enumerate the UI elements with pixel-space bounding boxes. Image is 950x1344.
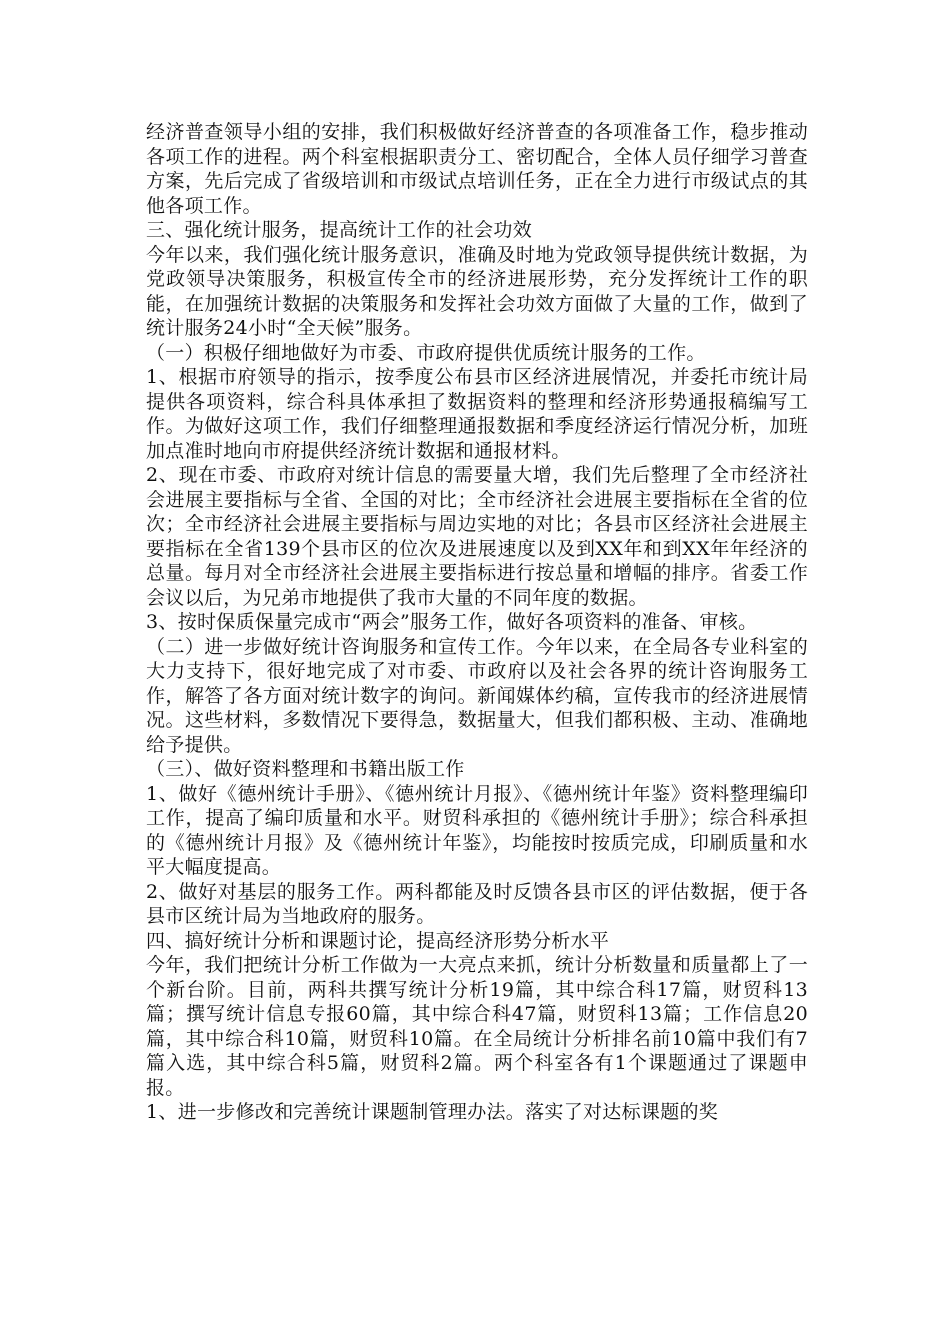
- paragraph-census-intro: 经济普查领导小组的安排，我们积极做好经济普查的各项准备工作，稳步推动各项工作的进程。两个科室根据职责分工、密切配合，全体人员仔细学习普查方案，先后完成了省级培训和市级试点培训任务，正在全力进行市级试点的其他各项工作。: [146, 121, 808, 217]
- subheading-three: （三）、做好资料整理和书籍出版工作: [146, 758, 465, 780]
- paragraph-analysis-overview: 今年，我们把统计分析工作做为一大亮点来抓，统计分析数量和质量都上了一个新台阶。目前，两科共撰写统计分析19篇，其中综合科17篇，财贸科13篇；撰写统计信息专报60篇，其中综合科47篇，财贸科13篇；工作信息20篇，其中综合科10篇，财贸科10篇。在全局统计分析排名前10篇中我们有7篇入选，其中综合科5篇，财贸科2篇。两个科室各有1个课题通过了课题申报。: [146, 954, 808, 1099]
- paragraph-item-2-grassroots: 2、做好对基层的服务工作。两科都能及时反馈各县市区的评估数据，便于各县市区统计局为当地政府的服务。: [146, 880, 808, 927]
- paragraph-item-1-quarterly: 1、根据市府领导的指示，按季度公布县市区经济进展情况，并委托市统计局提供各项资料，综合科具体承担了数据资料的整理和经济形势通报稿编写工作。为做好这项工作，我们仔细整理通报数据和季度经济运行情况分析，加班加点准时地向市府提供经济统计数据和通报材料。: [146, 366, 808, 462]
- section-heading-four: 四、搞好统计分析和课题讨论，提高经济形势分析水平: [146, 929, 610, 952]
- document-page: [146, 120, 808, 1125]
- subheading-two-consulting: （二）进一步做好统计咨询服务和宣传工作。今年以来，在全局各专业科室的大力支持下，很好地完成了对市委、市政府以及社会各界的统计咨询服务工作，解答了各方面对统计数字的询问。新闻媒体约稿，宣传我市的经济进展情况。这些材料，多数情况下要得急，数据量大，但我们都积极、主动、准确地给予提供。: [146, 635, 808, 756]
- paragraph-item-1-publications: 1、做好《德州统计手册》、《德州统计月报》、《德州统计年鉴》资料整理编印工作，提高了编印质量和水平。财贸科承担的《德州统计手册》；综合科承担的《德州统计月报》及《德州统计年鉴》，均能按时按质完成，印刷质量和水平大幅度提高。: [146, 782, 808, 878]
- subheading-one: （一）积极仔细地做好为市委、市政府提供优质统计服务的工作。: [146, 341, 706, 364]
- section-heading-three: 三、强化统计服务，提高统计工作的社会功效: [146, 219, 533, 241]
- paragraph-service-overview: 今年以来，我们强化统计服务意识，准确及时地为党政领导提供统计数据，为党政领导决策服务，积极宣传全市的经济进展形势，充分发挥统计工作的职能，在加强统计数据的决策服务和发挥社会功效方面做了大量的工作，做到了统计服务24小时“全天候”服务。: [146, 243, 808, 339]
- paragraph-item-3-two-sessions: 3、按时保质保量完成市“两会”服务工作，做好各项资料的准备、审核。: [146, 611, 758, 633]
- paragraph-item-1-research: 1、进一步修改和完善统计课题制管理办法。落实了对达标课题的奖: [146, 1101, 719, 1123]
- paragraph-item-2-indicators: 2、现在市委、市政府对统计信息的需要量大增，我们先后整理了全市经济社会进展主要指标与全省、全国的对比；全市经济社会进展主要指标在全省的位次；全市经济社会进展主要指标与周边实地的对比；各县市区经济社会进展主要指标在全省139个县市区的位次及进展速度以及到XX年和到XX年年经济的总量。每月对全市经济社会进展主要指标进行按总量和增幅的排序。省委工作会议以后，为兄弟市地提供了我市大量的不同年度的数据。: [146, 464, 808, 609]
